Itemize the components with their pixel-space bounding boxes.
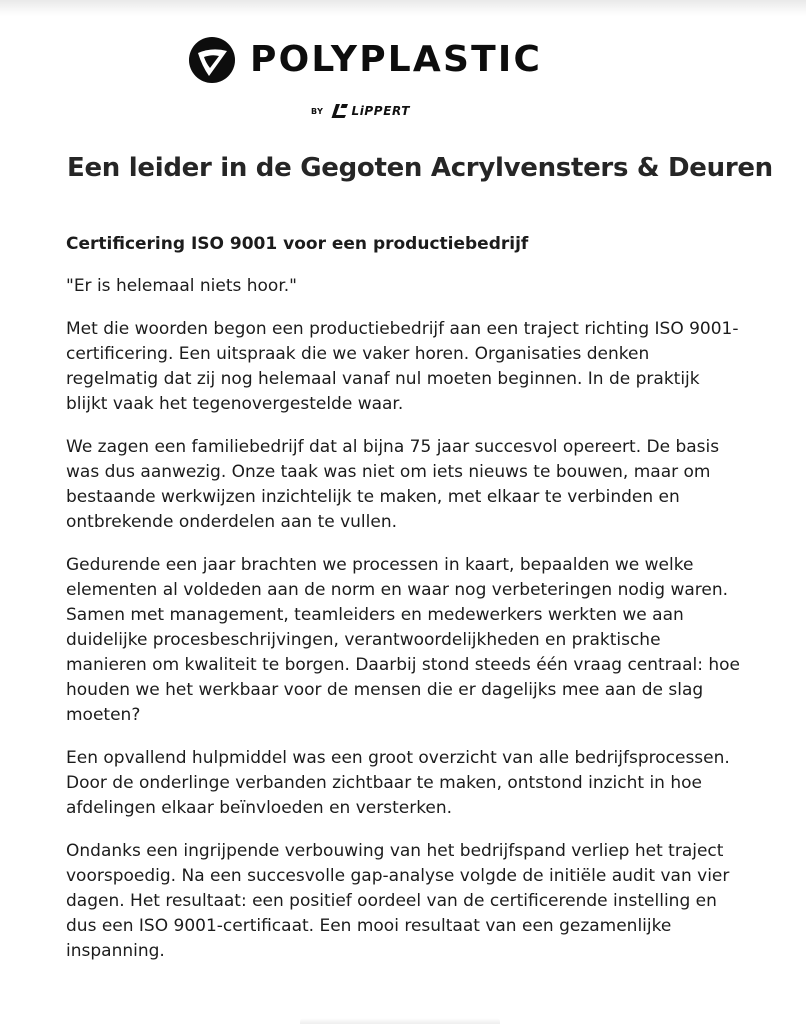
paragraph: Een opvallend hulpmiddel was een groot overzicht van alle bedrijfsprocessen. Door de onderlinge verbanden zichtbaar te maken, ontstond inzicht in hoe afdelingen elkaar beïnvloeden en versterken. xyxy=(66,748,730,818)
bottom-edge-shadow xyxy=(300,1018,500,1024)
parent-brand-name: LiPPERT xyxy=(351,104,411,118)
paragraph: Met die woorden begon een productiebedrijf aan een traject richting ISO 9001-certificering. Een uitspraak die we vaker horen. Organisaties denken regelmatig dat zij nog helemaal vanaf nul moeten beginnen. In de praktijk blijkt vaak het tegenovergestelde waar. xyxy=(66,319,739,414)
paragraph: Gedurende een jaar brachten we processen in kaart, bepaalden we welke elementen al voldeden aan de norm en waar nog verbeteringen nodig waren. Samen met management, teamleiders en medewerkers werkten we aan duidelijke procesbeschrijvingen, verantwoordelijkheden en praktische manieren om kwaliteit te borgen. Daarbij stond steeds één vraag centraal: hoe houden we het werkbaar voor de mensen die er dagelijks mee aan de slag moeten? xyxy=(66,555,740,725)
paragraph: Ondanks een ingrijpende verbouwing van het bedrijfspand verliep het traject voorspoedig. Na een succesvolle gap-analyse volgde de initiële audit van vier dagen. Het resultaat: een positief oordeel van de certificerende instelling en dus een ISO 9001-certificaat. Een mooi resultaat van een gezamenlijke inspanning. xyxy=(66,841,730,961)
brand-name: POLYPLASTIC xyxy=(250,39,543,80)
paragraph: We zagen een familiebedrijf dat al bijna 75 jaar succesvol opereert. De basis was dus aanwezig. Onze taak was niet om iets nieuws te bouwen, maar om bestaande werkwijzen inzichtelijk te maken, met elkaar te verbinden en ontbrekende onderdelen aan te vullen. xyxy=(66,437,720,532)
polyplastic-logo xyxy=(188,36,542,84)
lippert-logo-icon xyxy=(331,103,349,119)
paragraph-quote: "Er is helemaal niets hoor." xyxy=(66,276,297,296)
top-edge-shadow xyxy=(0,0,806,16)
byline xyxy=(311,103,410,119)
polyplastic-logo-icon xyxy=(188,36,236,84)
article-body xyxy=(66,232,746,982)
page-title: Een leider in de Gegoten Acrylvensters & Deuren xyxy=(67,153,773,183)
byline-by: BY xyxy=(311,106,324,116)
article-subheading: Certificering ISO 9001 voor een productiebedrijf xyxy=(66,234,529,254)
